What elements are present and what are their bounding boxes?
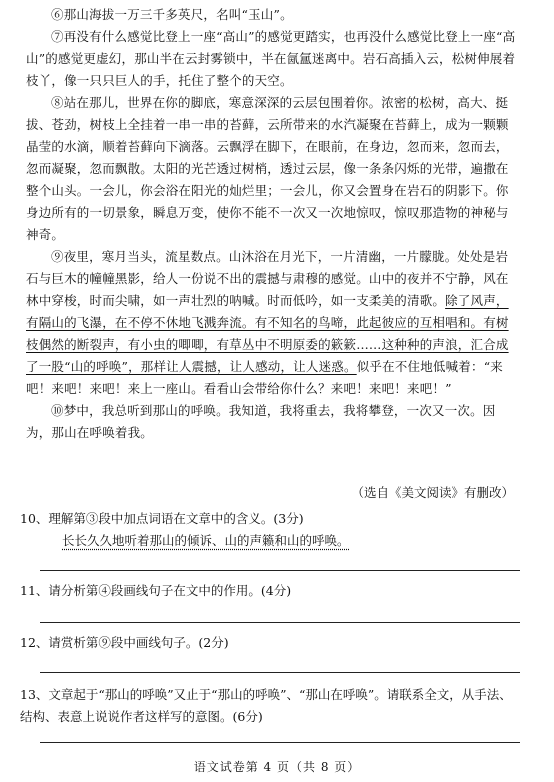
question-13 xyxy=(20,684,520,728)
article-source: （选自《美文阅读》有删改） xyxy=(351,485,514,500)
question-12 xyxy=(20,632,520,654)
paragraph-10: ⑩梦中，我总听到那山的呼唤。我知道，我将重去，我将攀登，一次又一次。因为，那山在呼唤着我。 xyxy=(26,403,496,440)
question-11 xyxy=(20,580,520,602)
question-10-text: 10、理解第③段中加点词语在文章中的含义。(3分) xyxy=(20,511,304,526)
article-body xyxy=(26,4,520,444)
question-13-text: 13、文章起于“那山的呼唤”又止于“那山的呼唤”、“那山在呼唤”。请联系全文，从手法、结构、表意上说说作者这样写的意图。(6分) xyxy=(20,687,512,724)
paragraph-9 xyxy=(26,246,520,400)
answer-line-10[interactable] xyxy=(40,570,520,571)
answer-line-12[interactable] xyxy=(40,672,520,673)
question-12-text: 12、请赏析第⑨段中画线句子。(2分) xyxy=(20,635,229,650)
question-10-quote: 长长久久地听着那山的倾诉、山的声籁和山的呼唤。 xyxy=(62,533,350,548)
answer-line-13[interactable] xyxy=(40,742,520,743)
paragraph-9-start: ⑨夜里，寒月当头，流星数点。山沐浴在月光下，一片清幽，一片朦胧。处处是岩石与巨木的幢幢黑影，给人一份说不出的震撼与肃穆的感觉。山中的夜并不宁静，风在林中穿梭，时而尖啸，如一声壮烈的呐喊。时而低吟，如一支柔美的清歌。 xyxy=(26,249,509,308)
paragraph-6: ⑥那山海拔一万三千多英尺，名叫“玉山”。 xyxy=(51,7,293,22)
question-11-text: 11、请分析第④段画线句子在文中的作用。(4分) xyxy=(20,583,292,598)
paragraph-7: ⑦再没有什么感觉比登上一座“高山”的感觉更踏实，也再没什么感觉比登上一座“高山”的感觉更虚幻，那山半在云封雾锁中，半在氤氲迷离中。岩石高插入云，松树伸展着枝丫，像一只只巨人的手，托住了整个的天空。 xyxy=(26,29,516,88)
answer-line-11[interactable] xyxy=(40,622,520,623)
paragraph-9-end: 似乎在不住地低喊着：“来吧！来吧！来吧！来上一座山。看看山会带给你什么？来吧！来吧！来吧！” xyxy=(26,359,503,396)
page-footer: 语文试卷第 4 页（共 8 页） xyxy=(193,760,361,774)
question-10 xyxy=(20,508,520,552)
paragraph-8: ⑧站在那儿，世界在你的脚底，寒意深深的云层包围着你。浓密的松树，高大、挺拔、苍劲，树枝上全挂着一串一串的苔藓，云所带来的水汽凝聚在苔藓上，成为一颗颗晶莹的水滴，顺着苔藓向下滴落。云飘浮在脚下，在眼前，在身边，忽而来，忽而去，忽而凝聚，忽而飘散。太阳的光芒透过树梢，透过云层，像一条条闪烁的光带，遍撒在整个山头。一会儿，你会浴在阳光的灿烂里；一会儿，你又会置身在岩石的阴影下。你身边所有的一切景象，瞬息万变，使你不能不一次又一次地惊叹，惊叹那造物的神秘与神奇。 xyxy=(26,95,509,242)
underlined-sentence: 除了风声，有隔山的飞瀑，在不停不休地飞溅奔流。有不知名的鸟啼，此起彼应的互相唱和。有树枝偶然的断裂声，有小虫的唧唧，有草丛中不明原委的簌簌……这种种的声浪，汇合成了一股“山的呼唤”，那样让人震撼，让人感动，让人迷惑。 xyxy=(26,293,509,374)
